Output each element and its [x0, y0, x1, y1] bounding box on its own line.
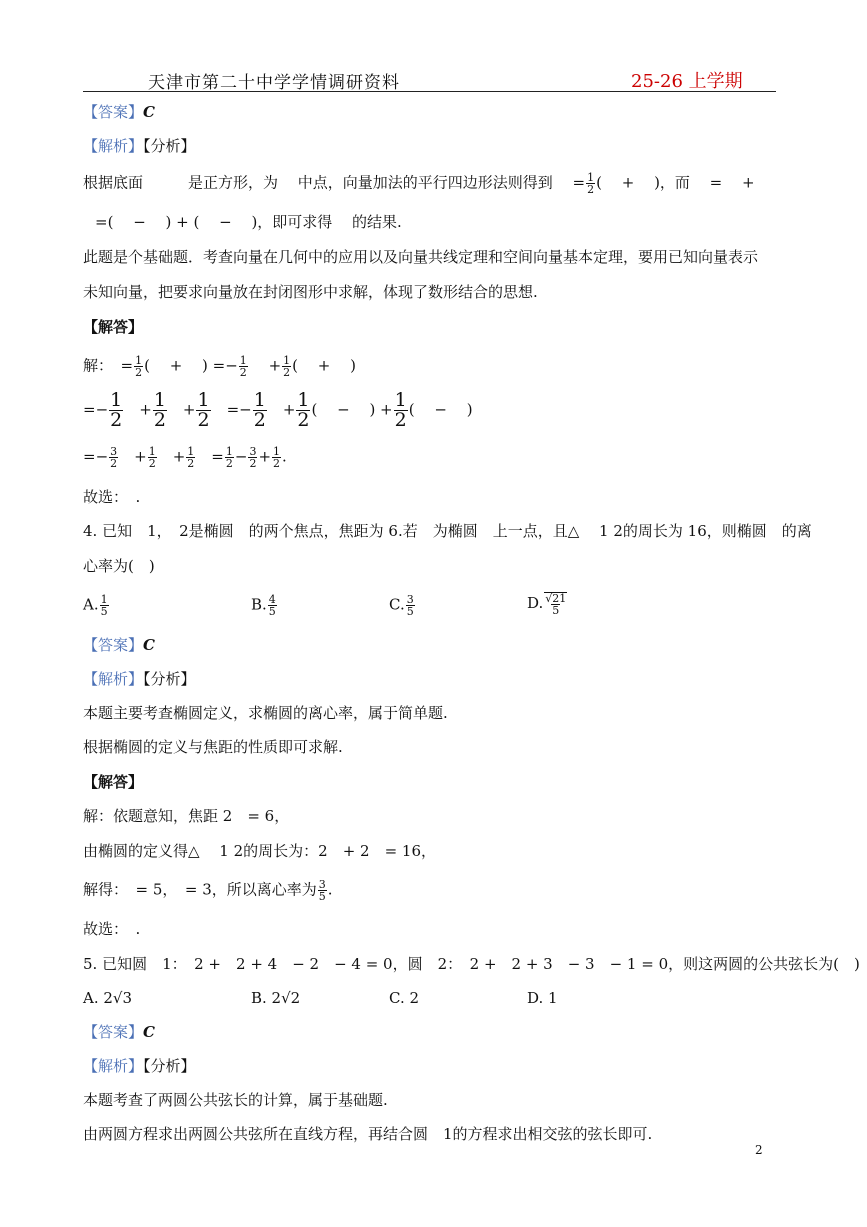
- fraction: $\frac{3}{2}$: [110, 445, 118, 470]
- q3-solution-line3: [83, 446, 287, 469]
- q5-option-a: A. 2√3: [83, 989, 133, 1007]
- answer-tag: 【答案】: [83, 103, 144, 121]
- analysis-sub: 【分析】: [143, 1057, 196, 1075]
- q3-analysis-heading: [83, 137, 196, 155]
- text: +: [124, 400, 152, 419]
- q4-stem-line1: 4. 已知 1， 2是椭圆 的两个焦点，焦距为 6.若 为椭圆 上一点，且△ 1 2的周长为 16，则椭圆 的离: [83, 522, 812, 540]
- analysis-tag: 【解析】: [83, 137, 144, 155]
- text: =: [196, 447, 224, 466]
- q4-option-a: [83, 594, 110, 617]
- option-letter: A.: [83, 595, 99, 614]
- q4-analysis-heading: [83, 670, 196, 688]
- fraction: $\frac{1}{2}$: [297, 389, 310, 431]
- analysis-tag: 【解析】: [83, 1057, 144, 1075]
- q5-option-d: D. 1: [527, 989, 558, 1007]
- analysis-sub: 【分析】: [143, 137, 196, 155]
- q4-analysis-line2: 根据椭圆的定义与焦距的性质即可求解.: [83, 738, 343, 756]
- fraction: $\frac{1}{2}$: [135, 354, 143, 379]
- q4-solution-line1: 解：依题意知，焦距 2 = 6，: [83, 807, 290, 825]
- text: .: [282, 447, 287, 466]
- fraction: $\frac{√21}{5}$: [545, 592, 567, 617]
- answer-tag: 【答案】: [83, 1023, 144, 1041]
- answer-value: C: [143, 636, 155, 654]
- fraction: $\frac{1}{2}$: [394, 389, 407, 431]
- fraction: $\frac{4}{5}$: [268, 593, 276, 618]
- q3-analysis-line4: 未知向量，把要求向量放在封闭图形中求解，体现了数形结合的思想.: [83, 283, 538, 301]
- text: +: [258, 447, 272, 466]
- analysis-sub: 【分析】: [143, 670, 196, 688]
- q4-option-b: [251, 594, 278, 617]
- text: +: [267, 400, 296, 419]
- option-letter: C.: [389, 595, 405, 614]
- fraction: $\frac{1}{5}$: [100, 593, 108, 618]
- fraction: $\frac{1}{2}$: [153, 389, 166, 431]
- q3-solution-line1: [83, 355, 356, 378]
- fraction: $\frac{1}{2}$: [239, 354, 247, 379]
- analysis-tag: 【解析】: [83, 670, 144, 688]
- text: −: [234, 447, 248, 466]
- answer-tag: 【答案】: [83, 636, 144, 654]
- fraction: $\frac{1}{2}$: [197, 389, 210, 431]
- option-letter: B.: [251, 595, 267, 614]
- fraction: $\frac{3}{5}$: [406, 593, 414, 618]
- q3-solve-tag: 【解答】: [83, 318, 144, 336]
- q5-answer-line: [83, 1023, 155, 1041]
- q4-option-d: [527, 592, 568, 616]
- q3-analysis-line3: 此题是个基础题．考查向量在几何中的应用以及向量共线定理和空间向量基本定理，要用已知向量表示: [83, 248, 759, 266]
- numerator: 1: [587, 171, 595, 184]
- header-rule: [83, 91, 776, 92]
- q4-choose: 故选： .: [83, 920, 141, 938]
- q3-analysis-line1: [83, 172, 755, 195]
- q5-analysis-heading: [83, 1057, 196, 1075]
- text: 根据底面 是正方形，为 中点，向量加法的平行四边形法则得到 =: [83, 173, 586, 192]
- text: ( + ) =−: [144, 356, 238, 375]
- q4-solve-tag: 【解答】: [83, 773, 144, 791]
- page-number: 2: [755, 1143, 763, 1157]
- fraction: $\frac{3}{2}$: [249, 445, 257, 470]
- q4-solution-line3: [83, 879, 333, 902]
- q3-answer-line: [83, 103, 155, 121]
- text: ( + ): [292, 356, 356, 375]
- text: =−: [83, 447, 109, 466]
- fraction: $\frac{1}{2}$: [110, 389, 123, 431]
- text: +: [248, 356, 282, 375]
- text: =−: [211, 400, 252, 419]
- fraction: $\frac{3}{5}$: [318, 878, 326, 903]
- denominator: 2: [587, 183, 595, 196]
- answer-value: C: [143, 103, 155, 121]
- text: ( − ) +: [311, 400, 393, 419]
- text: +: [167, 400, 196, 419]
- text: +: [157, 447, 186, 466]
- fraction: $\frac{1}{2}$: [225, 445, 233, 470]
- fraction: $\frac{1}{2}$: [187, 445, 195, 470]
- q4-option-c: [389, 594, 416, 617]
- q4-answer-line: [83, 636, 155, 654]
- text: .: [327, 880, 333, 899]
- q3-choose: 故选： .: [83, 488, 141, 506]
- q5-option-b: B. 2√2: [251, 989, 301, 1007]
- text: ( + )，而 = +: [596, 173, 755, 192]
- text: +: [119, 447, 147, 466]
- q5-stem: 5. 已知圆 1： 2 + 2 + 4 − 2 − 4 = 0，圆 2： 2 + 2 + 3 − 3 − 1 = 0，则这两圆的公共弦长为( ): [83, 955, 860, 973]
- q3-solution-line2: [83, 391, 473, 430]
- q5-analysis-line2: 由两圆方程求出两圆公共弦所在直线方程，再结合圆 1的方程求出相交弦的弦长即可.: [83, 1125, 653, 1143]
- q4-solution-line2: 由椭圆的定义得△ 1 2的周长为：2 + 2 = 16，: [83, 842, 437, 860]
- text: 解： =: [83, 356, 134, 375]
- term-label: 25-26 上学期: [631, 71, 743, 92]
- fraction: [586, 172, 595, 195]
- q3-analysis-line2: =( − ) + ( − )，即可求得 的结果.: [95, 213, 402, 231]
- fraction: $\frac{1}{2}$: [273, 445, 281, 470]
- school-title: 天津市第二十中学学情调研资料: [148, 73, 400, 93]
- q5-analysis-line1: 本题考查了两圆公共弦长的计算，属于基础题.: [83, 1091, 388, 1109]
- fraction: $\frac{1}{2}$: [253, 389, 266, 431]
- q4-stem-line2: 心率为( ): [83, 557, 155, 575]
- text: =−: [83, 400, 109, 419]
- q5-option-c: C. 2: [389, 989, 420, 1007]
- fraction: $\frac{1}{2}$: [148, 445, 156, 470]
- q4-analysis-line1: 本题主要考查椭圆定义，求椭圆的离心率，属于简单题.: [83, 704, 448, 722]
- fraction: $\frac{1}{2}$: [283, 354, 291, 379]
- text: 解得： = 5， = 3，所以离心率为: [83, 880, 317, 899]
- text: ( − ): [408, 400, 473, 419]
- option-letter: D.: [527, 594, 544, 612]
- answer-value: C: [143, 1023, 155, 1041]
